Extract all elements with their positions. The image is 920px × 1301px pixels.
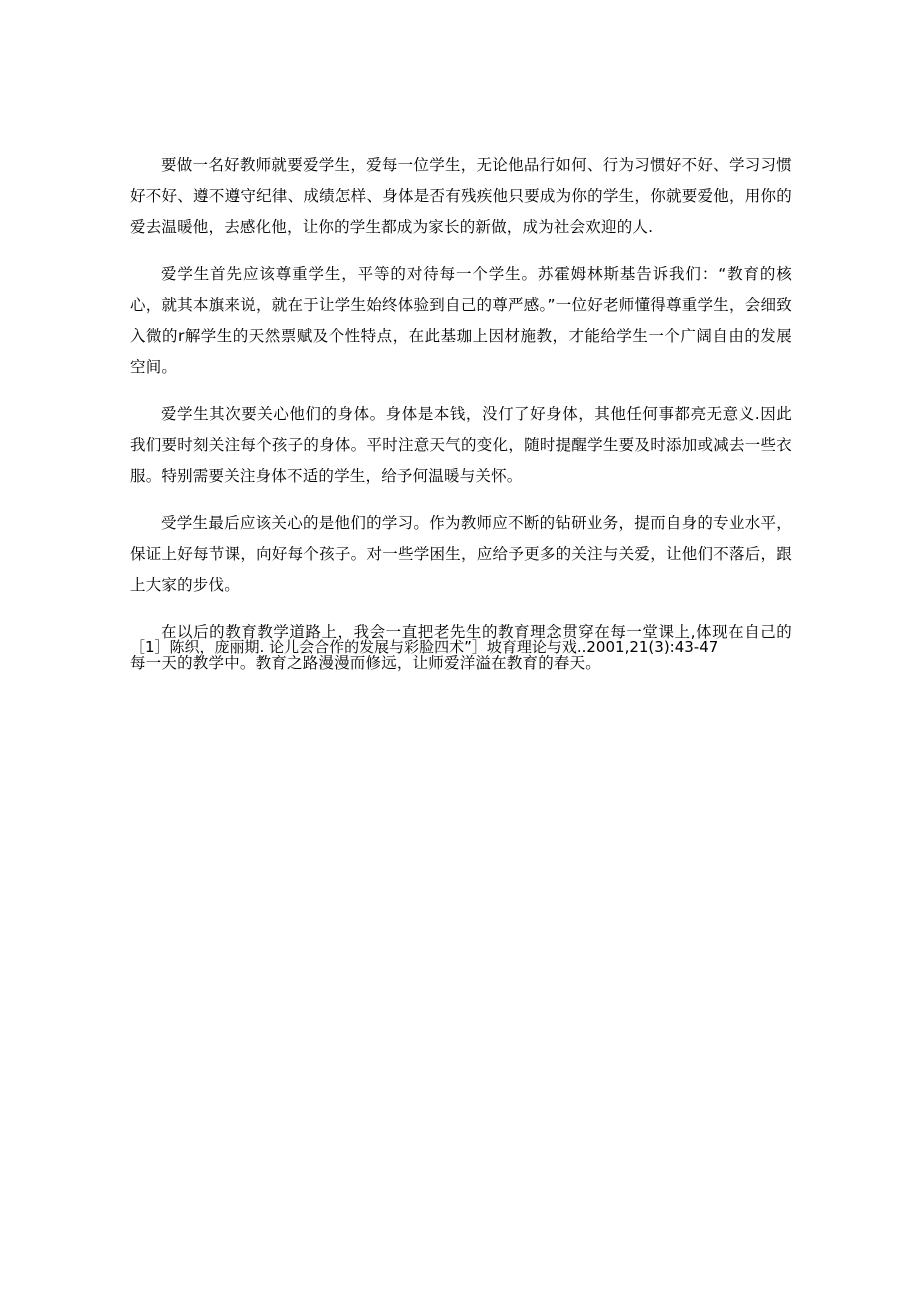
paragraph-love-students: 要做一名好教师就要爱学生，爱每一位学生，无论他品行如何、行为习惯好不好、学习习惯好不好、遵不遵守纪律、成绩怎样、身体是否有残疾他只要成为你的学生，你就要爱他，用你的爱去温暖他，去感化他，让你的学生都成为家长的新做，成为社会欢迎的人. — [130, 156, 792, 236]
paragraph-conclusion: 在以后的教育教学道路上，我会一直把老先生的教育理念贯穿在每一堂课上,体现在自己的每一天的教学中。教育之路漫漫而修远，让师爱洋溢在教育的春天。 — [130, 623, 792, 672]
document-body — [130, 150, 792, 695]
paragraph-care-study: 受学生最后应该关心的是他们的学习。作为教师应不断的钻研业务，提而自身的专业水平，保证上好每节课，向好每个孩子。对一些学困生，应给予更多的关注与关爱，让他们不落后，跟上大家的步伐。 — [130, 514, 792, 594]
reference-entry: ［1］陈织，庞丽期. 论儿会合作的发展与彩脸四术”］坡育理论与戏..2001,21(3):43-47 — [130, 638, 719, 656]
paragraph-respect-students: 爱学生首先应该尊重学生，平等的对待每一个学生。苏霍姆林斯基告诉我们：“教育的核心，就其本旗来说，就在于让学生始终体验到自己的尊严感。”一位好老师懂得尊重学生，会细致入微的r解学生的天然票赋及个性特点，在此基珈上因材施教，才能给学生一个广阔自由的发展空间。 — [130, 265, 792, 376]
paragraph-care-health: 爱学生其次要关心他们的身体。身体是本钱，没仃了好身体，其他任何事都亮无意义.因此我们要时刻关注每个孩子的身体。平时注意天气的变化，随时提醒学生要及时添加或减去一些衣服。特别需要关注身体不适的学生，给予何温暖与关怀。 — [130, 405, 792, 485]
